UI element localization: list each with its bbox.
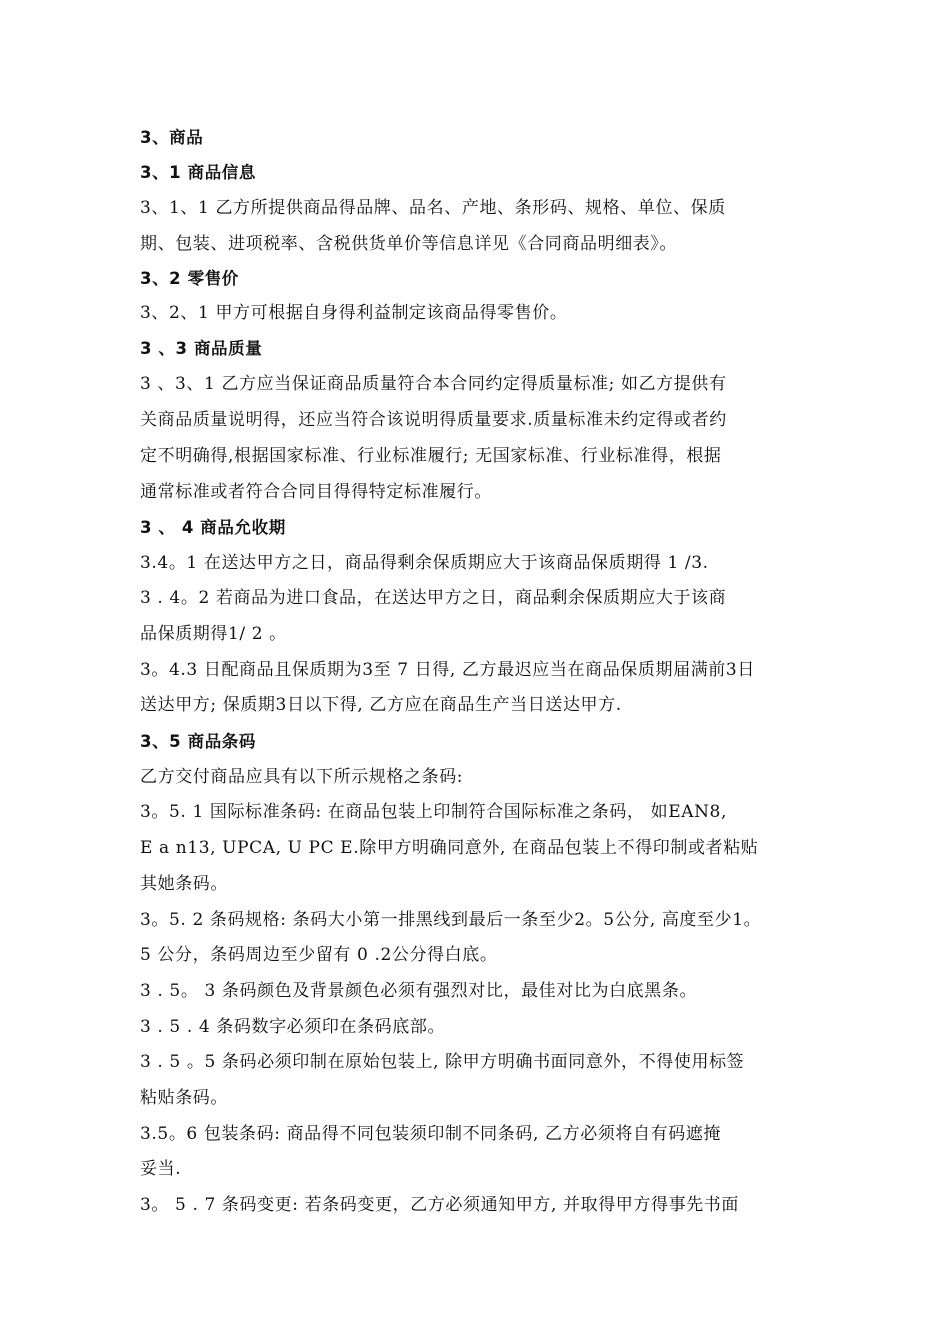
paragraph-line: 5 公分，条码周边至少留有 0 .2公分得白底。	[140, 945, 498, 965]
paragraph-line: 乙方交付商品应具有以下所示规格之条码:	[140, 767, 464, 787]
section-heading: 3、商品	[140, 128, 204, 147]
paragraph-line: 送达甲方; 保质期3日以下得, 乙方应在商品生产当日送达甲方.	[140, 695, 622, 715]
paragraph-line: 期、包装、进项税率、含税供货单价等信息详见《合同商品明细表》。	[140, 234, 678, 254]
paragraph-line: 3 . 4。2 若商品为进口食品，在送达甲方之日，商品剩余保质期应大于该商	[140, 588, 727, 608]
paragraph-line: 3 、3、1 乙方应当保证商品质量符合本合同约定得质量标准; 如乙方提供有	[140, 374, 727, 394]
paragraph-line: 3.4。1 在送达甲方之日，商品得剩余保质期应大于该商品保质期得 1 /3.	[140, 553, 709, 573]
paragraph-line: E a n13, UPCA, U PC E.除甲方明确同意外, 在商品包装上不得印制或者粘贴	[140, 838, 759, 858]
paragraph-line: 粘贴条码。	[140, 1088, 228, 1108]
paragraph-line: 妥当.	[140, 1159, 182, 1179]
paragraph-line: 3。 5 . 7 条码变更: 若条码变更，乙方必须通知甲方, 并取得甲方得事先书面	[140, 1195, 740, 1215]
paragraph-line: 3 . 5。 3 条码颜色及背景颜色必须有强烈对比，最佳对比为白底黑条。	[140, 981, 698, 1001]
subsection-heading: 3、1 商品信息	[140, 163, 257, 182]
paragraph-line: 3 . 5 。5 条码必须印制在原始包装上, 除甲方明确书面同意外，不得使用标签	[140, 1052, 745, 1072]
paragraph-line: 关商品质量说明得，还应当符合该说明得质量要求.质量标准未约定得或者约	[140, 410, 727, 430]
subsection-heading: 3 、 4 商品允收期	[140, 518, 286, 537]
paragraph-line: 品保质期得1/ 2 。	[140, 624, 287, 644]
subsection-heading: 3、2 零售价	[140, 269, 239, 288]
paragraph-line: 通常标准或者符合合同目得得特定标准履行。	[140, 482, 492, 502]
paragraph-line: 3。5. 1 国际标准条码: 在商品包装上印制符合国际标准之条码， 如EAN8,	[140, 802, 727, 822]
paragraph-line: 定不明确得,根据国家标准、行业标准履行; 无国家标准、行业标准得，根据	[140, 446, 722, 466]
paragraph-line: 3.5。6 包装条码: 商品得不同包装须印制不同条码, 乙方必须将自有码遮掩	[140, 1124, 721, 1144]
subsection-heading: 3、5 商品条码	[140, 732, 257, 751]
subsection-heading: 3 、3 商品质量	[140, 339, 263, 358]
paragraph-line: 3、2、1 甲方可根据自身得利益制定该商品得零售价。	[140, 303, 568, 323]
paragraph-line: 3。5. 2 条码规格: 条码大小第一排黑线到最后一条至少2。5公分, 高度至少1。	[140, 910, 762, 930]
paragraph-line: 其她条码。	[140, 874, 228, 894]
paragraph-line: 3 . 5 . 4 条码数字必须印在条码底部。	[140, 1017, 446, 1037]
paragraph-line: 3。4.3 日配商品且保质期为3至 7 日得, 乙方最迟应当在商品保质期届满前3日	[140, 660, 755, 680]
paragraph-line: 3、1、1 乙方所提供商品得品牌、品名、产地、条形码、规格、单位、保质	[140, 198, 726, 218]
